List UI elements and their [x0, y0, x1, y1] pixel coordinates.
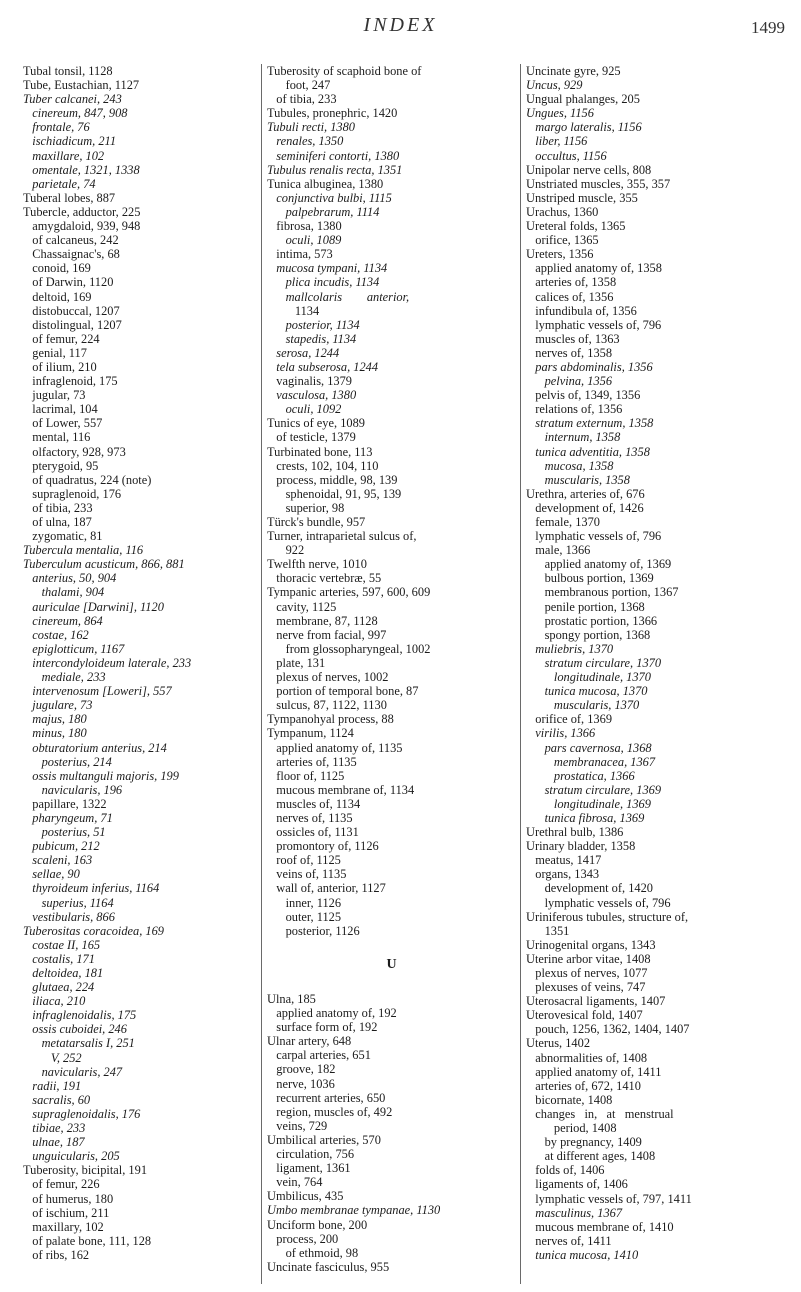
index-entry: ossis multanguli majoris, 199 — [23, 768, 179, 783]
index-entry: of ethmoid, 98 — [267, 1245, 359, 1260]
index-entry: of tibia, 233 — [23, 500, 93, 515]
index-entry: Unstriped muscle, 355 — [526, 190, 638, 205]
index-entry: of femur, 224 — [23, 331, 100, 346]
index-entry: intercondyloideum laterale, 233 — [23, 655, 192, 670]
index-entry: stapedis, 1134 — [267, 331, 357, 346]
index-entry: plate, 131 — [267, 655, 326, 670]
index-entry: costae II, 165 — [23, 937, 101, 952]
index-entry: Tubuli recti, 1380 — [267, 120, 355, 135]
index-entry: folds of, 1406 — [526, 1163, 605, 1178]
index-entry: omentale, 1321, 1338 — [23, 162, 140, 177]
index-entry: orifice of, 1369 — [526, 712, 613, 727]
index-entry: Ureters, 1356 — [526, 247, 594, 262]
index-entry: of tibia, 233 — [267, 92, 337, 107]
index-entry: Tympanic arteries, 597, 600, 609 — [267, 585, 431, 600]
index-entry: carpal arteries, 651 — [267, 1048, 371, 1063]
index-entry: iliaca, 210 — [23, 994, 86, 1009]
index-entry: nerve, 1036 — [267, 1076, 335, 1091]
index-entry: circulation, 756 — [267, 1147, 355, 1162]
index-entry: inner, 1126 — [267, 895, 342, 910]
index-entry: arteries of, 1358 — [526, 275, 617, 290]
index-entry: ligaments of, 1406 — [526, 1177, 628, 1192]
index-entry: Ungues, 1156 — [526, 106, 594, 121]
index-column-2 — [261, 64, 516, 1284]
index-entry: roof of, 1125 — [267, 853, 341, 868]
index-entry: of ribs, 162 — [23, 1247, 90, 1262]
index-entry: lymphatic vessels of, 796 — [526, 529, 662, 544]
index-entry: posterius, 214 — [23, 754, 112, 769]
index-entry: veins, 729 — [267, 1118, 328, 1133]
index-entry: thyroideum inferius, 1164 — [23, 881, 160, 896]
index-entry: olfactory, 928, 973 — [23, 444, 126, 459]
index-entry: recurrent arteries, 650 — [267, 1090, 386, 1105]
index-entry: bicornate, 1408 — [526, 1092, 613, 1107]
index-entry: vaginalis, 1379 — [267, 374, 353, 389]
index-entry: pelvis of, 1349, 1356 — [526, 388, 641, 403]
index-entry: of quadratus, 224 (note) — [23, 472, 152, 487]
index-entry: applied anatomy of, 1135 — [267, 740, 403, 755]
index-entry: supraglenoidalis, 176 — [23, 1106, 141, 1121]
index-entry: mallcolaris anterior, — [267, 289, 410, 304]
index-entry: glutaea, 224 — [23, 980, 95, 995]
index-entry: wall of, anterior, 1127 — [267, 881, 386, 896]
index-entry: superior, 98 — [267, 500, 345, 515]
index-entry: Unstriated muscles, 355, 357 — [526, 176, 671, 191]
index-entry: Uterus, 1402 — [526, 1036, 591, 1051]
index-entry: superius, 1164 — [23, 895, 114, 910]
index-entry: of Lower, 557 — [23, 416, 103, 431]
page-header — [0, 10, 801, 40]
index-entry: Tuber calcanei, 243 — [23, 92, 122, 107]
index-entry: mucosa tympani, 1134 — [267, 261, 388, 276]
running-title: INDEX — [363, 14, 438, 36]
index-entry: Twelfth nerve, 1010 — [267, 557, 367, 572]
index-entry: zygomatic, 81 — [23, 529, 103, 544]
index-entry: region, muscles of, 492 — [267, 1104, 393, 1119]
index-entry: Tubulus renalis recta, 1351 — [267, 162, 403, 177]
index-entry: minus, 180 — [23, 726, 87, 741]
index-entry: thalami, 904 — [23, 585, 105, 600]
index-entry: Ulna, 185 — [267, 992, 316, 1006]
index-entry: process, 200 — [267, 1231, 339, 1246]
index-entry: at different ages, 1408 — [526, 1149, 656, 1164]
index-entry: relations of, 1356 — [526, 402, 623, 417]
index-entry: virilis, 1366 — [526, 726, 596, 741]
index-entry: Umbilicus, 435 — [267, 1189, 344, 1204]
index-entry: infundibula of, 1356 — [526, 303, 637, 318]
index-entry: muliebris, 1370 — [526, 641, 614, 656]
index-entry: Uriniferous tubules, structure of, — [526, 909, 689, 924]
index-entry: posterius, 51 — [23, 825, 106, 840]
index-entry: crests, 102, 104, 110 — [267, 458, 379, 473]
index-entry: distobuccal, 1207 — [23, 303, 120, 318]
index-entry: supraglenoid, 176 — [23, 486, 122, 501]
index-entry: navicularis, 247 — [23, 1064, 123, 1079]
index-entry: radii, 191 — [23, 1078, 82, 1093]
index-entry: Uterosacral ligaments, 1407 — [526, 994, 666, 1009]
index-entry: anterius, 50, 904 — [23, 571, 117, 586]
index-entry: of humerus, 180 — [23, 1191, 114, 1206]
index-entry: pelvina, 1356 — [526, 374, 613, 389]
index-entry: genial, 117 — [23, 345, 87, 360]
index-entry: Tunica albuginea, 1380 — [267, 176, 384, 191]
index-entry: lymphatic vessels of, 796 — [526, 895, 671, 910]
index-entry: muscularis, 1370 — [526, 698, 640, 713]
index-entry: calices of, 1356 — [526, 289, 614, 304]
index-entry: development of, 1426 — [526, 500, 644, 515]
index-entry: ulnae, 187 — [23, 1135, 85, 1150]
index-entry: plica incudis, 1134 — [267, 275, 380, 290]
section-letter-heading: U — [386, 956, 397, 972]
index-entry: Uterine arbor vitae, 1408 — [526, 951, 651, 966]
index-entry: occultus, 1156 — [526, 148, 607, 163]
index-entry: muscles of, 1363 — [526, 331, 620, 346]
index-entry: spongy portion, 1368 — [526, 627, 651, 642]
index-entry: frontale, 76 — [23, 120, 90, 135]
index-entry: applied anatomy of, 1369 — [526, 557, 672, 572]
index-entry: nerves of, 1411 — [526, 1233, 612, 1248]
index-entry: navicularis, 196 — [23, 782, 123, 797]
index-entry: portion of temporal bone, 87 — [267, 684, 419, 699]
index-entry: pterygoid, 95 — [23, 458, 99, 473]
index-entry: oculi, 1092 — [267, 402, 342, 417]
index-entry: longitudinale, 1370 — [526, 670, 651, 685]
index-entry: of ischium, 211 — [23, 1205, 110, 1220]
index-entry: ligament, 1361 — [267, 1161, 351, 1176]
index-entry: promontory of, 1126 — [267, 839, 379, 854]
index-entry: palpebrarum, 1114 — [267, 204, 380, 219]
index-entry: intervenosum [Loweri], 557 — [23, 684, 172, 699]
page-number: 1499 — [751, 18, 785, 37]
index-entry: abnormalities of, 1408 — [526, 1050, 648, 1065]
index-entry: amygdaloid, 939, 948 — [23, 219, 141, 234]
index-entry: Tubercle, adductor, 225 — [23, 204, 141, 219]
index-entry: 1134 — [267, 303, 320, 318]
index-entry: arteries of, 1135 — [267, 754, 357, 769]
index-entry: nerves of, 1135 — [267, 810, 353, 825]
index-entry: posterior, 1134 — [267, 317, 360, 332]
index-entry: ischiadicum, 211 — [23, 134, 117, 149]
index-entry: pars cavernosa, 1368 — [526, 740, 652, 755]
index-entry: floor of, 1125 — [267, 768, 345, 783]
index-entry: development of, 1420 — [526, 881, 653, 896]
index-entry: longitudinale, 1369 — [526, 796, 651, 811]
index-entry: Uterovesical fold, 1407 — [526, 1008, 643, 1023]
index-entry: of palate bone, 111, 128 — [23, 1233, 152, 1248]
index-entry: unguicularis, 205 — [23, 1149, 120, 1164]
index-entry: Uncinate fasciculus, 955 — [267, 1259, 390, 1274]
index-entry: membranous portion, 1367 — [526, 585, 679, 600]
index-column-3 — [520, 64, 780, 1284]
index-entry: jugulare, 73 — [23, 698, 93, 713]
index-entry: of Darwin, 1120 — [23, 275, 114, 290]
index-entry: sphenoidal, 91, 95, 139 — [267, 486, 402, 501]
index-entry: by pregnancy, 1409 — [526, 1135, 642, 1150]
index-entry: lymphatic vessels of, 796 — [526, 317, 662, 332]
index-entry: tela subserosa, 1244 — [267, 359, 379, 374]
index-entry: changes in, at menstrual — [526, 1106, 674, 1121]
index-entry: from glossopharyngeal, 1002 — [267, 641, 431, 656]
index-entry: Tuberosity of scaphoid bone of — [267, 64, 422, 78]
index-entry: organs, 1343 — [526, 867, 600, 882]
index-entry: nerves of, 1358 — [526, 345, 613, 360]
index-entry: applied anatomy of, 1411 — [526, 1064, 662, 1079]
index-entry: meatus, 1417 — [526, 853, 602, 868]
index-entry: cavity, 1125 — [267, 599, 337, 614]
index-columns — [0, 64, 801, 1284]
index-entry: Tubal tonsil, 1128 — [23, 64, 113, 78]
index-entry: orifice, 1365 — [526, 233, 599, 248]
index-entry: Umbo membranae tympanae, 1130 — [267, 1203, 441, 1218]
index-entry: Urachus, 1360 — [526, 204, 599, 219]
index-entry: plexus of nerves, 1002 — [267, 670, 389, 685]
index-entry: veins of, 1135 — [267, 867, 347, 882]
index-entry: Urinary bladder, 1358 — [526, 839, 636, 854]
index-entry: papillare, 1322 — [23, 796, 107, 811]
index-entry: V, 252 — [23, 1050, 82, 1065]
index-entry — [267, 978, 516, 992]
index-entry: auriculae [Darwini], 1120 — [23, 599, 164, 614]
index-entry: vasculosa, 1380 — [267, 388, 357, 403]
index-entry: epiglotticum, 1167 — [23, 641, 125, 656]
index-entry: Uncus, 929 — [526, 78, 583, 93]
index-entry: tibiae, 233 — [23, 1121, 86, 1136]
index-entry: Ulnar artery, 648 — [267, 1034, 352, 1049]
index-entry: Tuberositas coracoidea, 169 — [23, 923, 164, 938]
index-entry: plexuses of veins, 747 — [526, 980, 646, 995]
index-entry: mediale, 233 — [23, 670, 106, 685]
index-entry: internum, 1358 — [526, 430, 621, 445]
index-entry: mental, 116 — [23, 430, 91, 445]
index-entry: lymphatic vessels of, 797, 1411 — [526, 1191, 692, 1206]
index-entry: Urethra, arteries of, 676 — [526, 486, 645, 501]
index-entry: Ungual phalanges, 205 — [526, 92, 640, 107]
index-entry: Unciform bone, 200 — [267, 1217, 368, 1232]
index-entry: applied anatomy of, 192 — [267, 1006, 397, 1021]
index-entry: maxillary, 102 — [23, 1219, 104, 1234]
index-entry: Tube, Eustachian, 1127 — [23, 78, 140, 93]
index-entry: margo lateralis, 1156 — [526, 120, 642, 135]
index-entry: of ulna, 187 — [23, 515, 92, 529]
index-entry: mucous membrane of, 1410 — [526, 1219, 674, 1234]
index-entry: Tuberal lobes, 887 — [23, 190, 116, 205]
index-entry: Türck's bundle, 957 — [267, 515, 366, 529]
index-entry: muscles of, 1134 — [267, 796, 361, 811]
index-entry: plexus of nerves, 1077 — [526, 966, 648, 980]
index-entry: outer, 1125 — [267, 909, 342, 924]
index-entry: distolingual, 1207 — [23, 317, 122, 332]
index-entry: ossicles of, 1131 — [267, 825, 359, 840]
index-entry: Ureteral folds, 1365 — [526, 219, 626, 234]
index-entry: Tubercula mentalia, 116 — [23, 543, 144, 558]
index-entry: metatarsalis I, 251 — [23, 1036, 135, 1051]
index-entry: Tympanum, 1124 — [267, 726, 354, 741]
index-entry: arteries of, 672, 1410 — [526, 1078, 641, 1093]
index-entry: Urethral bulb, 1386 — [526, 825, 624, 840]
index-entry: tunica fibrosa, 1369 — [526, 810, 645, 825]
index-entry: ossis cuboidei, 246 — [23, 1022, 127, 1037]
index-entry: Tuberosity, bicipital, 191 — [23, 1163, 148, 1178]
index-entry: Tympanohyal process, 88 — [267, 712, 394, 727]
index-entry: oculi, 1089 — [267, 233, 342, 248]
index-entry: Urinogenital organs, 1343 — [526, 937, 656, 952]
index-entry: parietale, 74 — [23, 176, 96, 191]
index-entry: majus, 180 — [23, 712, 87, 727]
index-entry: period, 1408 — [526, 1121, 617, 1136]
index-entry — [267, 938, 516, 952]
index-entry: tunica mucosa, 1370 — [526, 684, 648, 699]
index-entry: pouch, 1256, 1362, 1404, 1407 — [526, 1022, 690, 1037]
index-entry: pubicum, 212 — [23, 839, 100, 854]
index-entry: stratum circulare, 1370 — [526, 655, 662, 670]
index-entry: costalis, 171 — [23, 951, 95, 966]
index-entry: Chassaignac's, 68 — [23, 247, 120, 262]
index-entry: Uncinate gyre, 925 — [526, 64, 621, 78]
index-entry: of femur, 226 — [23, 1177, 100, 1192]
index-entry: Tuberculum acusticum, 866, 881 — [23, 557, 185, 572]
index-entry: intima, 573 — [267, 247, 333, 262]
index-entry: male, 1366 — [526, 543, 591, 558]
index-entry: of testicle, 1379 — [267, 430, 356, 445]
index-entry: nerve from facial, 997 — [267, 627, 387, 642]
index-entry: tunica adventitia, 1358 — [526, 444, 650, 459]
index-entry: mucous membrane of, 1134 — [267, 782, 415, 797]
index-entry: Umbilical arteries, 570 — [267, 1132, 381, 1147]
index-entry: foot, 247 — [267, 78, 331, 93]
index-entry: prostatica, 1366 — [526, 768, 635, 783]
index-entry: renales, 1350 — [267, 134, 344, 149]
index-entry: infraglenoid, 175 — [23, 374, 118, 389]
index-entry: bulbous portion, 1369 — [526, 571, 654, 586]
index-entry: fibrosa, 1380 — [267, 219, 342, 234]
index-entry: infraglenoidalis, 175 — [23, 1008, 137, 1023]
index-entry: pharyngeum, 71 — [23, 810, 113, 825]
index-entry: stratum externum, 1358 — [526, 416, 654, 431]
index-entry: 922 — [267, 543, 305, 558]
index-entry: female, 1370 — [526, 515, 600, 529]
index-entry: serosa, 1244 — [267, 345, 340, 360]
index-entry: posterior, 1126 — [267, 923, 360, 938]
index-entry: Turbinated bone, 113 — [267, 444, 373, 459]
index-entry: liber, 1156 — [526, 134, 588, 149]
index-entry: Unipolar nerve cells, 808 — [526, 162, 652, 177]
index-entry: prostatic portion, 1366 — [526, 613, 658, 628]
index-entry: pars abdominalis, 1356 — [526, 359, 653, 374]
index-entry: lacrimal, 104 — [23, 402, 98, 417]
index-entry: of ilium, 210 — [23, 359, 97, 374]
index-entry: process, middle, 98, 139 — [267, 472, 398, 487]
index-entry: mucosa, 1358 — [526, 458, 614, 473]
index-entry: applied anatomy of, 1358 — [526, 261, 662, 276]
index-entry: conoid, 169 — [23, 261, 91, 276]
index-entry: jugular, 73 — [23, 388, 86, 403]
index-entry: maxillare, 102 — [23, 148, 105, 163]
index-entry: Tunics of eye, 1089 — [267, 416, 365, 431]
index-entry: 1351 — [526, 923, 570, 938]
index-entry: of calcaneus, 242 — [23, 233, 119, 248]
index-entry: sulcus, 87, 1122, 1130 — [267, 698, 387, 713]
index-entry: deltoid, 169 — [23, 289, 92, 304]
index-entry: groove, 182 — [267, 1062, 336, 1077]
index-entry: penile portion, 1368 — [526, 599, 645, 614]
index-entry: muscularis, 1358 — [526, 472, 630, 487]
index-entry: Tubules, pronephric, 1420 — [267, 106, 398, 121]
index-entry: thoracic vertebræ, 55 — [267, 571, 382, 586]
index-entry: cinereum, 847, 908 — [23, 106, 128, 121]
index-entry: vestibularis, 866 — [23, 909, 115, 924]
index-entry: membranacea, 1367 — [526, 754, 656, 769]
index-entry: deltoidea, 181 — [23, 966, 104, 980]
index-entry: membrane, 87, 1128 — [267, 613, 378, 628]
index-entry: vein, 764 — [267, 1175, 323, 1190]
index-entry: obturatorium anterius, 214 — [23, 740, 167, 755]
index-entry: Turner, intraparietal sulcus of, — [267, 529, 417, 544]
index-column-1 — [23, 64, 257, 1284]
index-entry: sacralis, 60 — [23, 1092, 91, 1107]
index-entry: surface form of, 192 — [267, 1020, 378, 1035]
index-entry: sellae, 90 — [23, 867, 80, 882]
index-entry: conjunctiva bulbi, 1115 — [267, 190, 392, 205]
index-entry: costae, 162 — [23, 627, 89, 642]
index-entry: stratum circulare, 1369 — [526, 782, 662, 797]
index-entry: masculinus, 1367 — [526, 1205, 623, 1220]
index-entry: scaleni, 163 — [23, 853, 93, 868]
index-entry: cinereum, 864 — [23, 613, 103, 628]
index-entry: tunica mucosa, 1410 — [526, 1247, 639, 1262]
index-entry: seminiferi contorti, 1380 — [267, 148, 400, 163]
